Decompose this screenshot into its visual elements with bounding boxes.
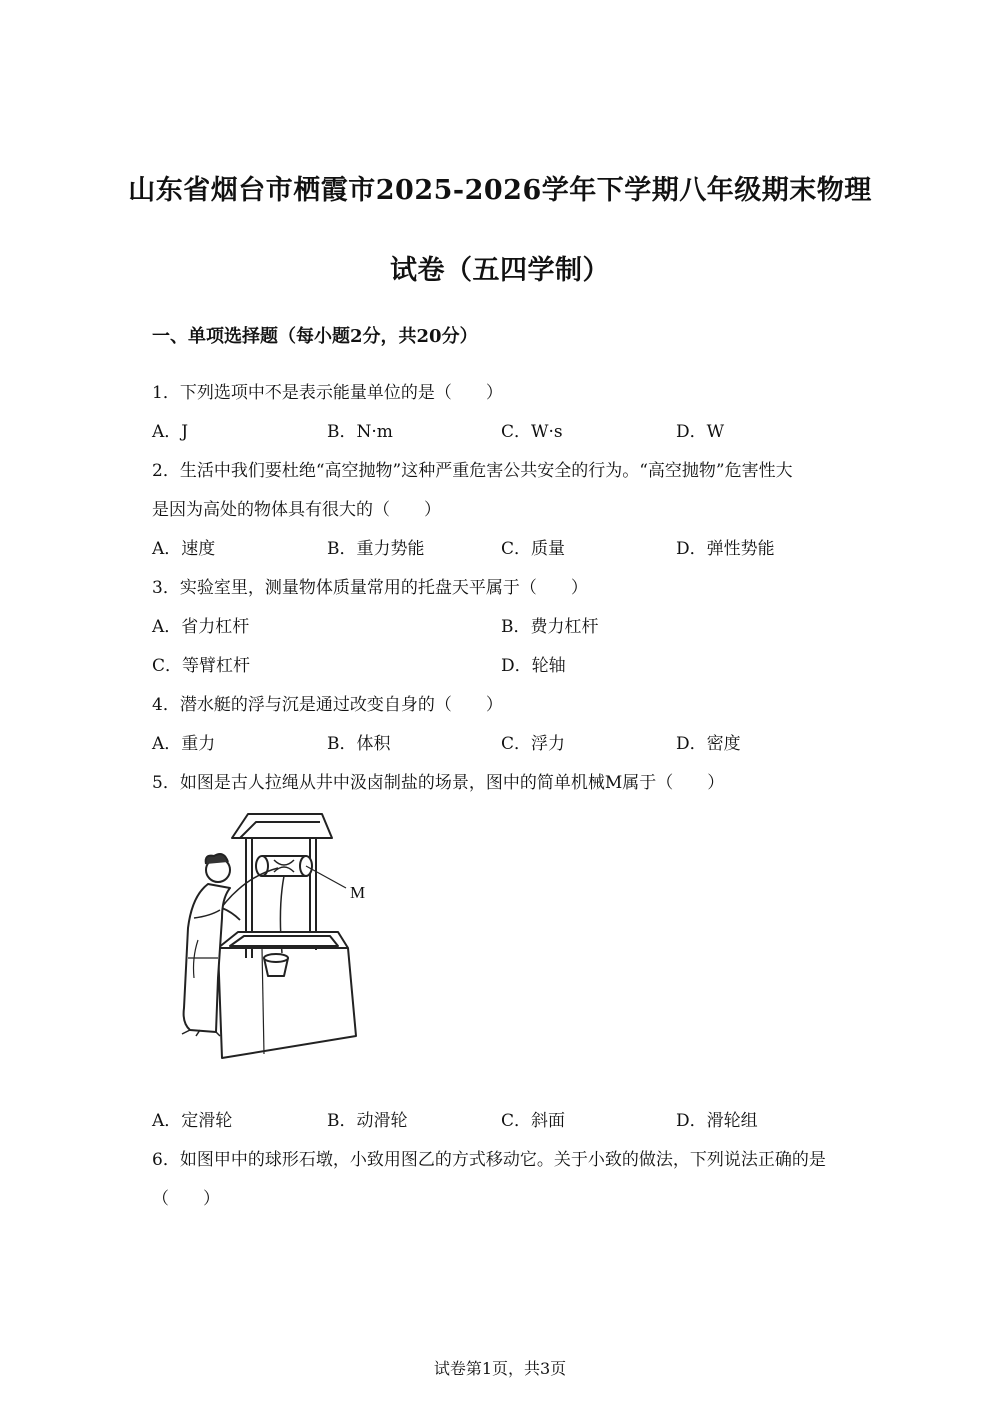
- question-5-option-b: B．动滑轮: [327, 1111, 408, 1131]
- question-3-option-b: B．费力杠杆: [501, 617, 599, 637]
- question-5-stem: 5．如图是古人拉绳从井中汲卤制盐的场景，图中的简单机械M属于（ ）: [152, 773, 725, 793]
- question-4-option-b: B．体积: [327, 734, 391, 754]
- well-windlass-figure: [170, 808, 380, 1070]
- page-title-line-2: 试卷（五四学制）: [390, 255, 610, 286]
- question-6-stem-line-1: 6．如图甲中的球形石墩，小致用图乙的方式移动它。关于小致的做法，下列说法正确的是: [152, 1150, 826, 1170]
- figure-label-m: M: [350, 883, 366, 902]
- question-3-option-d: D．轮轴: [501, 656, 566, 676]
- page-title-line-1: 山东省烟台市栖霞市2025-2026学年下学期八年级期末物理: [128, 175, 872, 206]
- question-5-option-c: C．斜面: [501, 1111, 566, 1131]
- question-3-stem: 3．实验室里，测量物体质量常用的托盘天平属于（ ）: [152, 578, 588, 598]
- question-1-option-d: D．W: [676, 422, 725, 442]
- question-6-stem-line-2: （ ）: [152, 1189, 220, 1209]
- question-2-stem-line-2: 是因为高处的物体具有很大的（ ）: [152, 500, 441, 520]
- question-2-stem-line-1: 2．生活中我们要杜绝“高空抛物”这种严重危害公共安全的行为。“高空抛物”危害性大: [152, 461, 793, 481]
- question-2-option-b: B．重力势能: [327, 539, 425, 559]
- question-3-option-c: C．等臂杠杆: [152, 656, 251, 676]
- question-1-option-c: C．W·s: [501, 422, 563, 442]
- question-4-option-a: A．重力: [152, 734, 216, 754]
- question-5-option-d: D．滑轮组: [676, 1111, 758, 1131]
- question-2-option-d: D．弹性势能: [676, 539, 775, 559]
- section-heading: 一、单项选择题（每小题2分，共20分）: [152, 326, 478, 347]
- question-1-option-b: B．N·m: [327, 422, 393, 442]
- page-footer: 试卷第1页，共3页: [433, 1359, 567, 1378]
- question-2-option-a: A．速度: [152, 539, 216, 559]
- question-3-option-a: A．省力杠杆: [152, 617, 250, 637]
- question-4-option-d: D．密度: [676, 734, 741, 754]
- question-4-option-c: C．浮力: [501, 734, 566, 754]
- question-1-option-a: A．J: [152, 422, 189, 442]
- question-5-option-a: A．定滑轮: [152, 1111, 233, 1131]
- question-1-stem: 1．下列选项中不是表示能量单位的是（ ）: [152, 383, 503, 403]
- question-4-stem: 4．潜水艇的浮与沉是通过改变自身的（ ）: [152, 695, 503, 715]
- question-2-option-c: C．质量: [501, 539, 566, 559]
